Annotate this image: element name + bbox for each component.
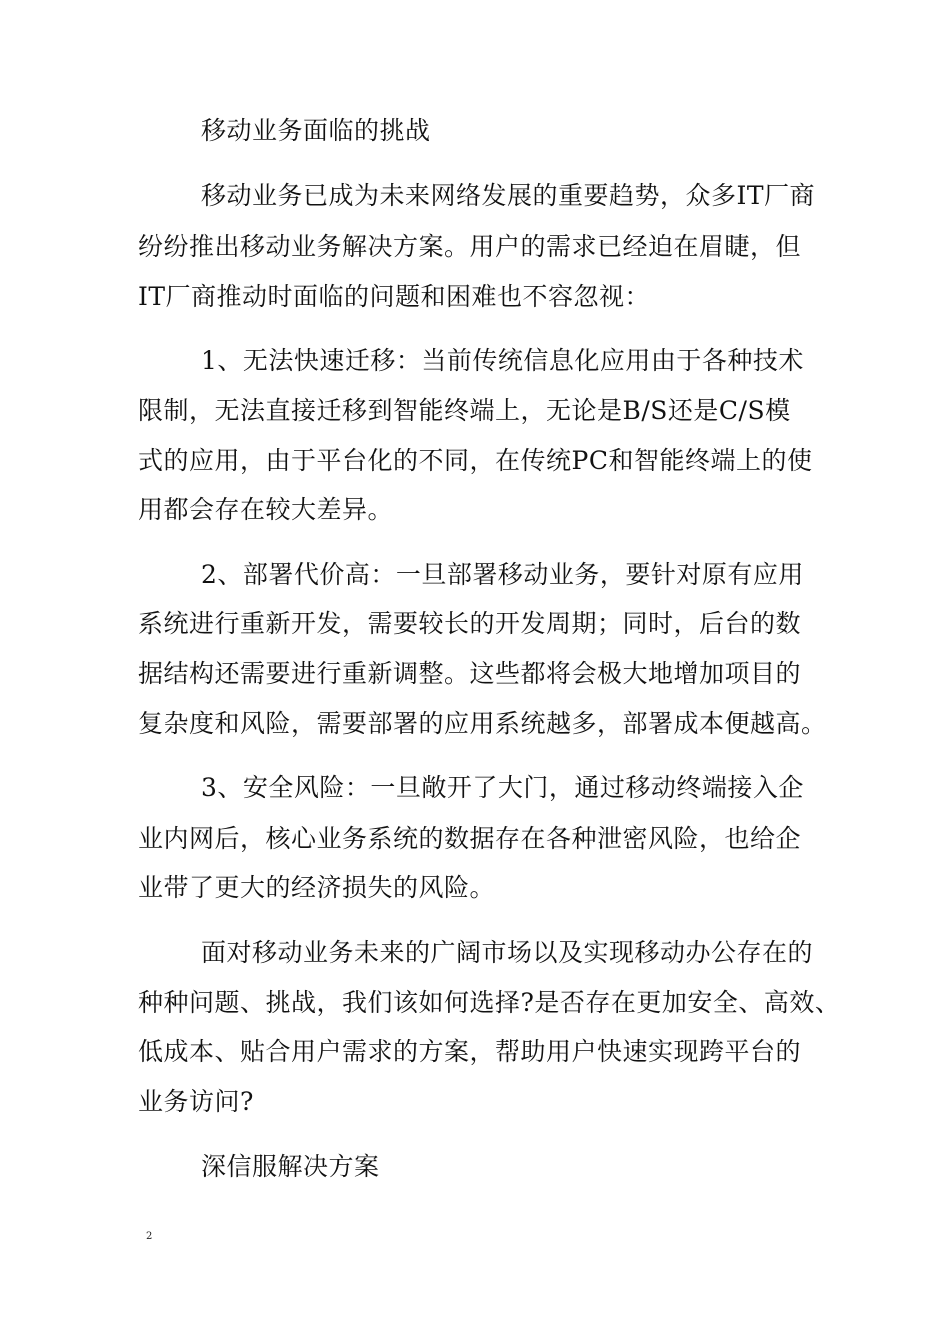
- paragraph-line: 业务访问?: [138, 1087, 254, 1116]
- paragraph-line: 1、无法快速迁移：当前传统信息化应用由于各种技术: [201, 346, 804, 375]
- section-heading-challenges: 移动业务面临的挑战: [201, 116, 431, 145]
- paragraph-line: 系统进行重新开发，需要较长的开发周期；同时，后台的数: [138, 609, 802, 638]
- paragraph-line: 面对移动业务未来的广阔市场以及实现移动办公存在的: [201, 938, 814, 967]
- paragraph-line: 业内网后，核心业务系统的数据存在各种泄密风险，也给企: [138, 824, 802, 853]
- paragraph-line: 种种问题、挑战，我们该如何选择?是否存在更加安全、高效、: [138, 988, 841, 1017]
- paragraph-line: 业带了更大的经济损失的风险。: [138, 873, 496, 902]
- page-number: 2: [146, 1231, 153, 1242]
- paragraph-line: 移动业务已成为未来网络发展的重要趋势，众多IT厂商: [201, 181, 816, 210]
- paragraph-line: 用都会存在较大差异。: [138, 495, 394, 524]
- paragraph-line: IT厂商推动时面临的问题和困难也不容忽视：: [138, 282, 651, 311]
- paragraph-line: 限制，无法直接迁移到智能终端上，无论是B/S还是C/S模: [138, 396, 791, 425]
- paragraph-line: 复杂度和风险，需要部署的应用系统越多，部署成本便越高。: [138, 709, 827, 738]
- paragraph-line: 2、部署代价高：一旦部署移动业务，要针对原有应用: [201, 560, 804, 589]
- paragraph-line: 纷纷推出移动业务解决方案。用户的需求已经迫在眉睫，但: [138, 232, 802, 261]
- section-heading-solution: 深信服解决方案: [201, 1152, 380, 1181]
- paragraph-line: 式的应用，由于平台化的不同，在传统PC和智能终端上的使: [138, 446, 813, 475]
- paragraph-line: 3、安全风险：一旦敞开了大门，通过移动终端接入企: [201, 773, 804, 802]
- paragraph-line: 据结构还需要进行重新调整。这些都将会极大地增加项目的: [138, 659, 802, 688]
- paragraph-line: 低成本、贴合用户需求的方案，帮助用户快速实现跨平台的: [138, 1037, 802, 1066]
